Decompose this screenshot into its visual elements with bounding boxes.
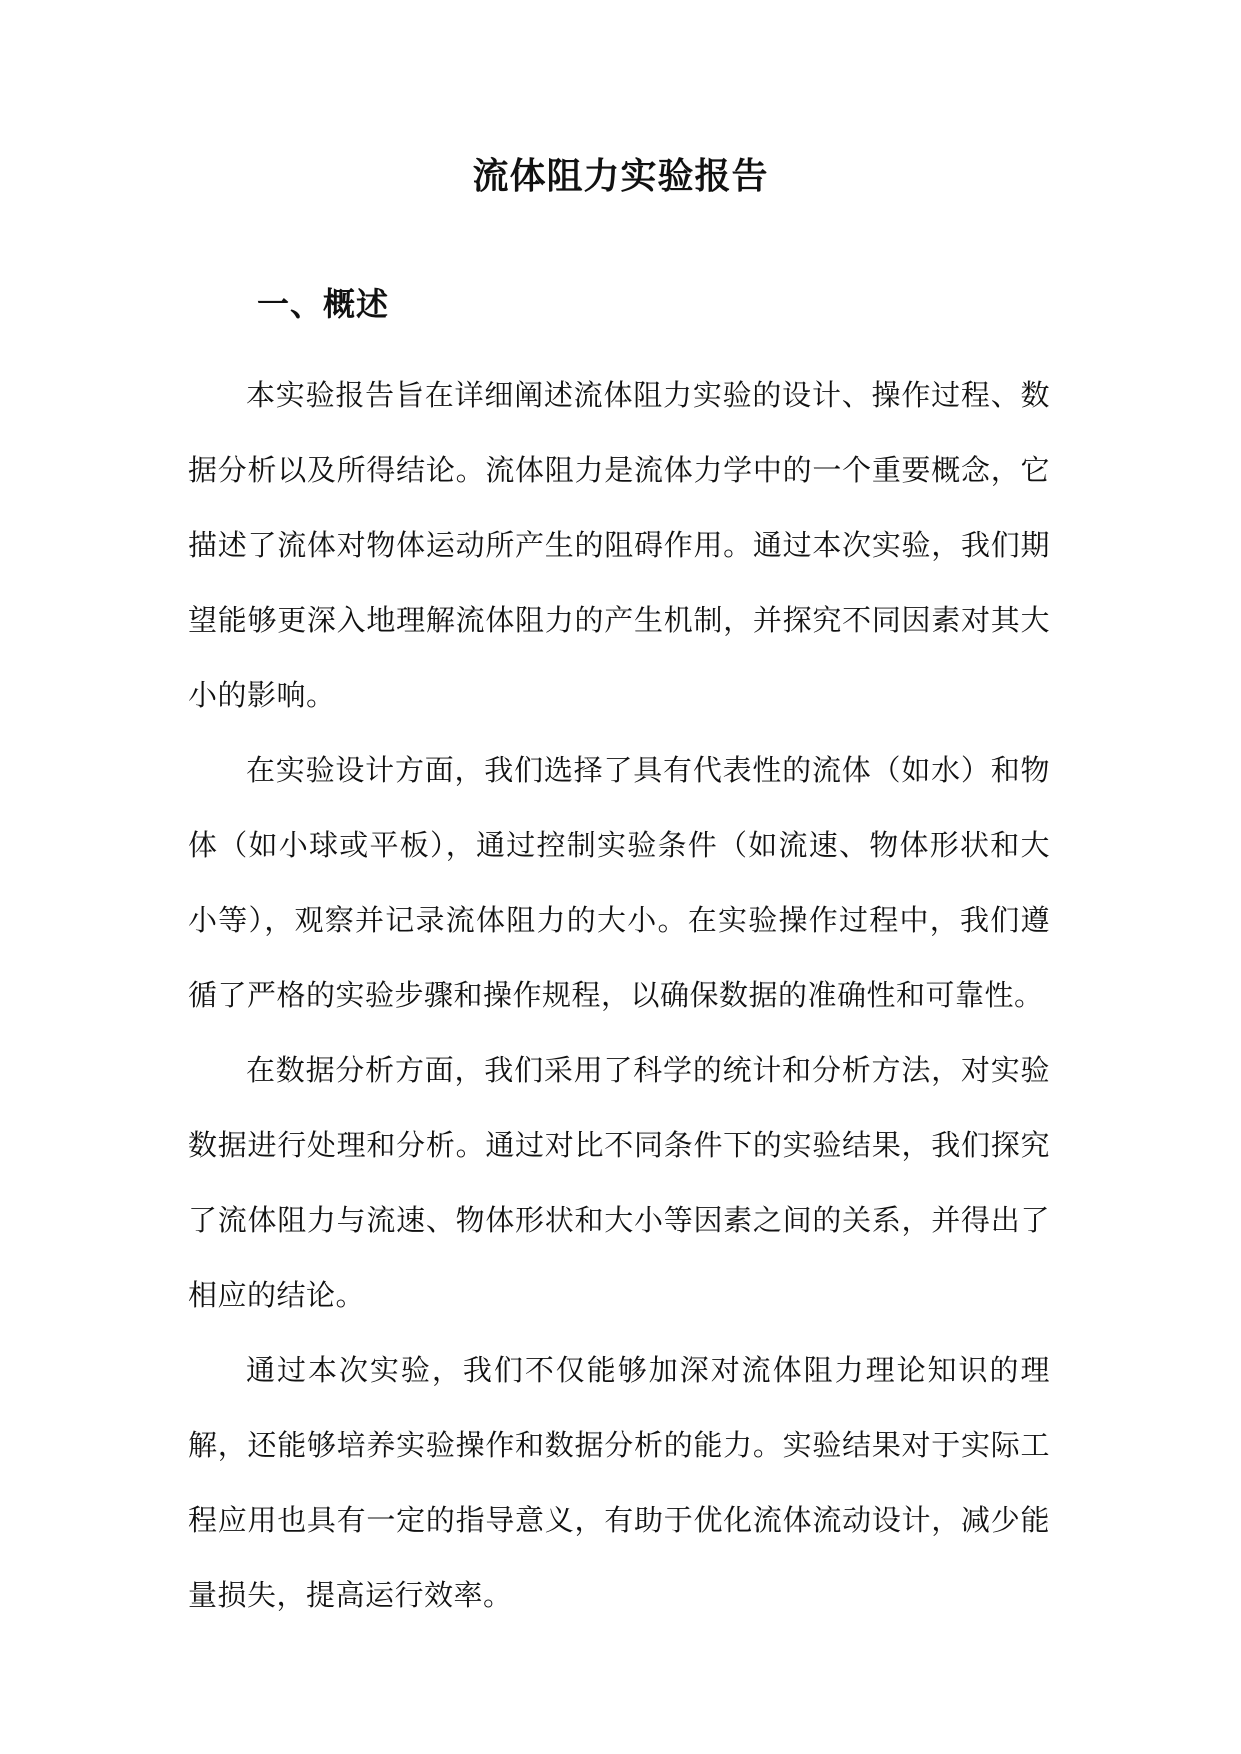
paragraph-2: 在实验设计方面，我们选择了具有代表性的流体（如水）和物体（如小球或平板），通过控制实验条件（如流速、物体形状和大小等），观察并记录流体阻力的大小。在实验操作过程中，我们遵循了严格的实验步骤和操作规程，以确保数据的准确性和可靠性。 <box>188 753 1050 1012</box>
section-heading: 一、概述 <box>257 285 390 323</box>
paragraph-3: 在数据分析方面，我们采用了科学的统计和分析方法，对实验数据进行处理和分析。通过对比不同条件下的实验结果，我们探究了流体阻力与流速、物体形状和大小等因素之间的关系，并得出了相应的结论。 <box>188 1053 1050 1312</box>
document-title: 流体阻力实验报告 <box>472 155 769 197</box>
paragraph-4: 通过本次实验，我们不仅能够加深对流体阻力理论知识的理解，还能够培养实验操作和数据分析的能力。实验结果对于实际工程应用也具有一定的指导意义，有助于优化流体流动设计，减少能量损失，提高运行效率。 <box>188 1353 1050 1612</box>
body-text <box>188 358 1050 1633</box>
paragraph-1: 本实验报告旨在详细阐述流体阻力实验的设计、操作过程、数据分析以及所得结论。流体阻力是流体力学中的一个重要概念，它描述了流体对物体运动所产生的阻碍作用。通过本次实验，我们期望能够更深入地理解流体阻力的产生机制，并探究不同因素对其大小的影响。 <box>188 378 1050 712</box>
